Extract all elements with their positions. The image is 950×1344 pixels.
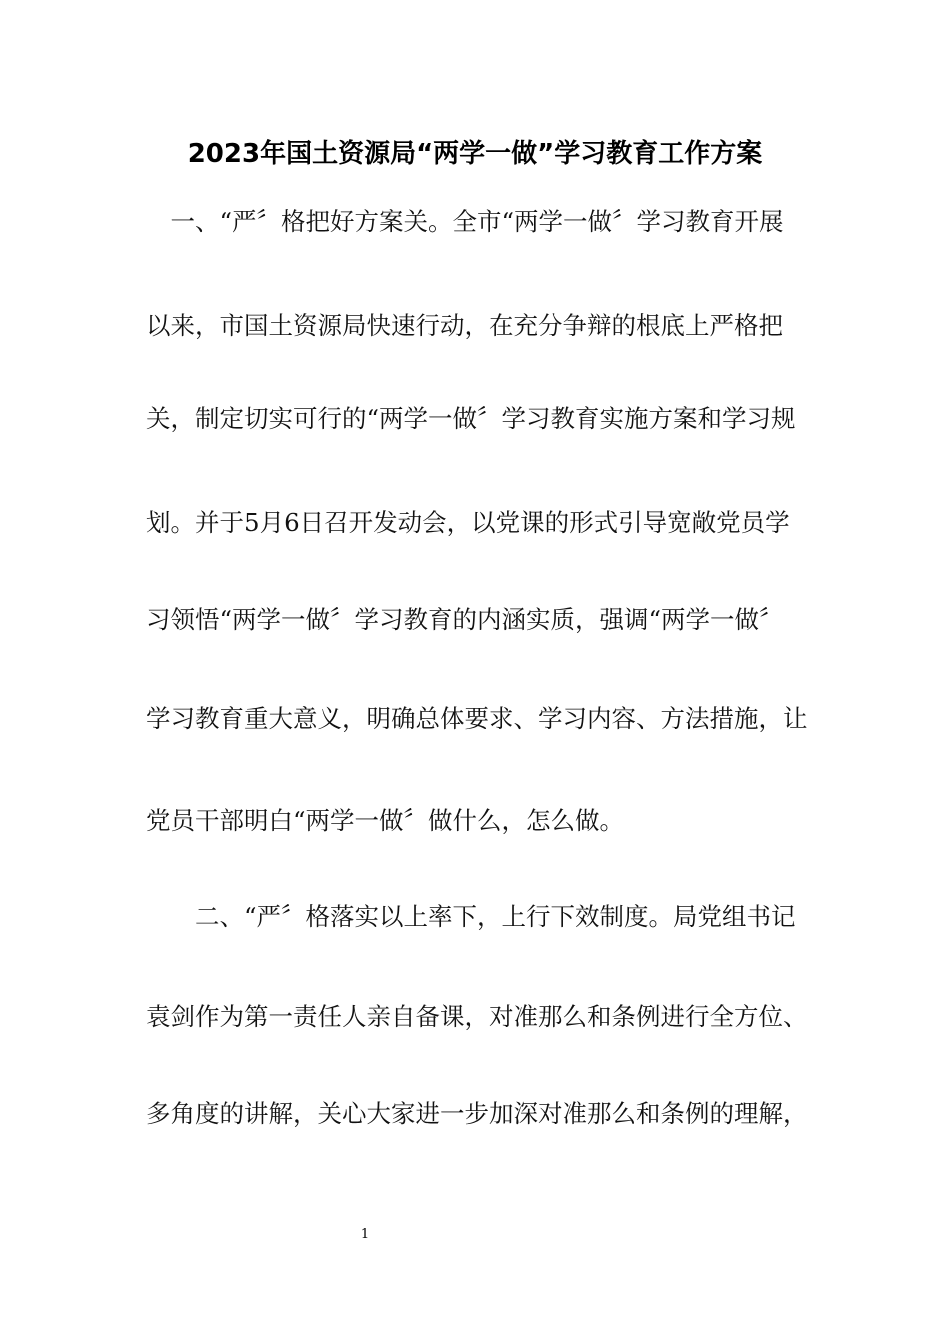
paragraph-line-4: 划。并于5月6日召开发动会，以党课的形式引导宽敞党员学 [146,508,790,537]
paragraph-line-9: 袁剑作为第一责任人亲自备课，对准那么和条例进行全方位、 [146,1002,808,1031]
page-number: 1 [360,1227,370,1242]
paragraph-line-2: 以来，市国土资源局快速行动，在充分争辩的根底上严格把 [146,311,783,340]
paragraph-line-6: 学习教育重大意义，明确总体要求、学习内容、方法措施，让 [146,704,808,733]
paragraph-line-5: 习领悟“两学一做〞学习教育的内涵实质，强调“两学一做〞 [146,605,784,634]
paragraph-line-1: 一、“严〞格把好方案关。全市“两学一做〞学习教育开展 [146,207,784,236]
paragraph-line-10: 多角度的讲解，关心大家进一步加深对准那么和条例的理解， [146,1099,808,1128]
document-title: 2023年国土资源局“两学一做”学习教育工作方案 [187,139,763,169]
paragraph-line-7: 党员干部明白“两学一做〞做什么，怎么做。 [146,806,625,835]
paragraph-line-8: 二、“严〞格落实以上率下，上行下效制度。局党组书记 [146,902,796,931]
paragraph-line-3: 关，制定切实可行的“两学一做〞学习教育实施方案和学习规 [146,404,796,433]
